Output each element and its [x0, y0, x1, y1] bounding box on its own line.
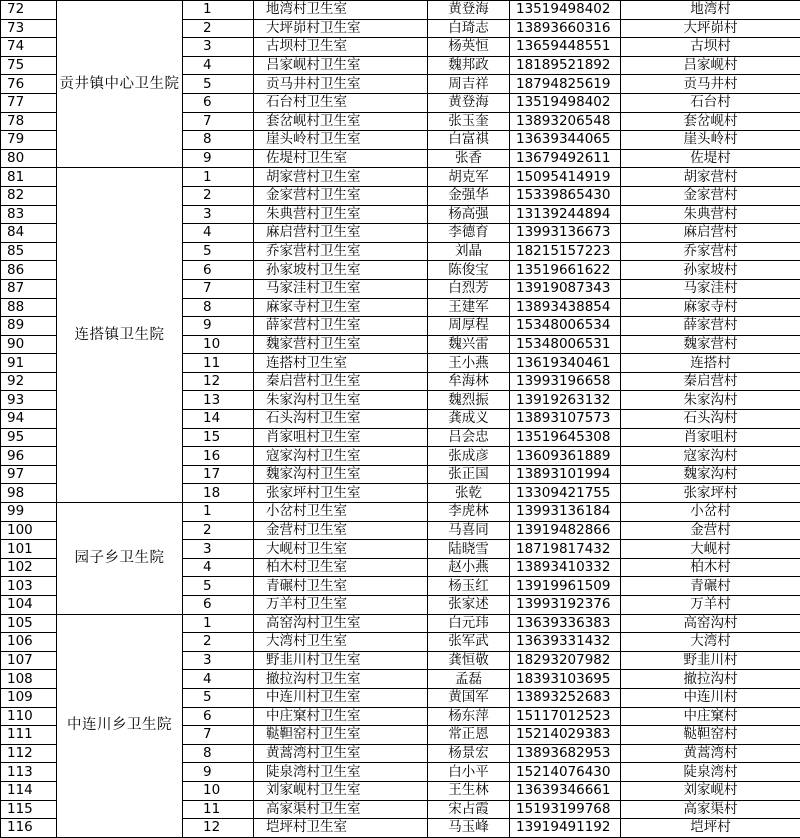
row-number-cell: 92	[1, 372, 57, 391]
row-number-cell: 109	[1, 688, 57, 707]
clinic-name-cell: 柏木村卫生室	[254, 558, 428, 577]
row-number-cell: 89	[1, 317, 57, 336]
row-number-cell: 79	[1, 131, 57, 150]
row-number-cell: 115	[1, 800, 57, 819]
clinic-name-cell: 鞑靼窑村卫生室	[254, 726, 428, 745]
doctor-name-cell: 马喜同	[428, 521, 510, 540]
sub-index-cell: 4	[183, 56, 254, 75]
clinic-name-cell: 青碾村卫生室	[254, 577, 428, 596]
clinic-name-cell: 套岔岘村卫生室	[254, 112, 428, 131]
clinic-name-cell: 石台村卫生室	[254, 93, 428, 112]
phone-cell: 15193199768	[510, 800, 621, 819]
clinic-name-cell: 地湾村卫生室	[254, 1, 428, 20]
sub-index-cell: 7	[183, 279, 254, 298]
village-cell: 中连川村	[621, 688, 800, 707]
row-number-cell: 76	[1, 75, 57, 94]
sub-index-cell: 11	[183, 800, 254, 819]
sub-index-cell: 1	[183, 614, 254, 633]
village-cell: 金家营村	[621, 186, 800, 205]
doctor-name-cell: 黄登海	[428, 93, 510, 112]
phone-cell: 15348006531	[510, 335, 621, 354]
doctor-name-cell: 杨东萍	[428, 707, 510, 726]
phone-cell: 15095414919	[510, 168, 621, 187]
doctor-name-cell: 吕会忠	[428, 428, 510, 447]
sub-index-cell: 1	[183, 503, 254, 522]
row-number-cell: 101	[1, 540, 57, 559]
phone-cell: 13893410332	[510, 558, 621, 577]
clinic-name-cell: 马家洼村卫生室	[254, 279, 428, 298]
row-number-cell: 74	[1, 38, 57, 57]
phone-cell: 13893252683	[510, 688, 621, 707]
clinic-name-cell: 撤拉沟村卫生室	[254, 670, 428, 689]
phone-cell: 13893107573	[510, 410, 621, 429]
doctor-name-cell: 魏邦政	[428, 56, 510, 75]
sub-index-cell: 9	[183, 763, 254, 782]
clinic-name-cell: 魏家营村卫生室	[254, 335, 428, 354]
row-number-cell: 105	[1, 614, 57, 633]
phone-cell: 13679492611	[510, 149, 621, 168]
row-number-cell: 91	[1, 354, 57, 373]
phone-cell: 13993136184	[510, 503, 621, 522]
village-cell: 大坪峁村	[621, 19, 800, 38]
phone-cell: 13519498402	[510, 93, 621, 112]
phone-cell: 13639346661	[510, 781, 621, 800]
sub-index-cell: 4	[183, 670, 254, 689]
clinic-name-cell: 肖家咀村卫生室	[254, 428, 428, 447]
row-number-cell: 86	[1, 261, 57, 280]
sub-index-cell: 3	[183, 540, 254, 559]
health-center-cell: 连搭镇卫生院	[57, 168, 183, 503]
doctor-name-cell: 李德育	[428, 224, 510, 243]
clinic-name-cell: 中连川村卫生室	[254, 688, 428, 707]
clinic-name-cell: 连搭村卫生室	[254, 354, 428, 373]
village-cell: 贡马井村	[621, 75, 800, 94]
doctor-name-cell: 孟磊	[428, 670, 510, 689]
row-number-cell: 83	[1, 205, 57, 224]
village-cell: 石台村	[621, 93, 800, 112]
row-number-cell: 88	[1, 298, 57, 317]
doctor-name-cell: 赵小燕	[428, 558, 510, 577]
clinic-name-cell: 大湾村卫生室	[254, 633, 428, 652]
phone-cell: 18794825619	[510, 75, 621, 94]
doctor-name-cell: 马玉峰	[428, 819, 510, 838]
clinic-name-cell: 佐堤村卫生室	[254, 149, 428, 168]
row-number-cell: 80	[1, 149, 57, 168]
village-cell: 柏木村	[621, 558, 800, 577]
row-number-cell: 98	[1, 484, 57, 503]
sub-index-cell: 17	[183, 465, 254, 484]
sub-index-cell: 2	[183, 521, 254, 540]
sub-index-cell: 3	[183, 651, 254, 670]
health-center-cell: 中连川乡卫生院	[57, 614, 183, 837]
doctor-name-cell: 杨英恒	[428, 38, 510, 57]
village-cell: 魏家营村	[621, 335, 800, 354]
doctor-name-cell: 张成彦	[428, 447, 510, 466]
sub-index-cell: 9	[183, 317, 254, 336]
doctor-name-cell: 陆晓雪	[428, 540, 510, 559]
phone-cell: 13993196658	[510, 372, 621, 391]
phone-cell: 13659448551	[510, 38, 621, 57]
phone-cell: 18215157223	[510, 242, 621, 261]
village-cell: 连搭村	[621, 354, 800, 373]
doctor-name-cell: 白琦志	[428, 19, 510, 38]
sub-index-cell: 18	[183, 484, 254, 503]
row-number-cell: 107	[1, 651, 57, 670]
phone-cell: 15339865430	[510, 186, 621, 205]
clinic-name-cell: 寇家沟村卫生室	[254, 447, 428, 466]
table-body	[1, 1, 800, 838]
phone-cell: 18393103695	[510, 670, 621, 689]
row-number-cell: 99	[1, 503, 57, 522]
phone-cell: 15117012523	[510, 707, 621, 726]
doctor-name-cell: 黄国军	[428, 688, 510, 707]
health-center-cell: 贡井镇中心卫生院	[57, 1, 183, 168]
clinic-name-cell: 秦启营村卫生室	[254, 372, 428, 391]
sub-index-cell: 1	[183, 168, 254, 187]
doctor-name-cell: 张军武	[428, 633, 510, 652]
clinic-name-cell: 金家营村卫生室	[254, 186, 428, 205]
sub-index-cell: 15	[183, 428, 254, 447]
village-cell: 中庄窠村	[621, 707, 800, 726]
sub-index-cell: 6	[183, 596, 254, 615]
clinic-name-cell: 麻家寺村卫生室	[254, 298, 428, 317]
row-number-cell: 85	[1, 242, 57, 261]
sub-index-cell: 4	[183, 558, 254, 577]
sub-index-cell: 11	[183, 354, 254, 373]
phone-cell: 13309421755	[510, 484, 621, 503]
sub-index-cell: 7	[183, 726, 254, 745]
row-number-cell: 95	[1, 428, 57, 447]
sub-index-cell: 6	[183, 261, 254, 280]
doctor-name-cell: 张香	[428, 149, 510, 168]
row-number-cell: 113	[1, 763, 57, 782]
doctor-name-cell: 牟海林	[428, 372, 510, 391]
phone-cell: 13893101994	[510, 465, 621, 484]
sub-index-cell: 8	[183, 298, 254, 317]
row-number-cell: 90	[1, 335, 57, 354]
village-cell: 金营村	[621, 521, 800, 540]
village-cell: 高窑沟村	[621, 614, 800, 633]
row-number-cell: 84	[1, 224, 57, 243]
village-cell: 野韭川村	[621, 651, 800, 670]
row-number-cell: 112	[1, 744, 57, 763]
clinic-name-cell: 高家渠村卫生室	[254, 800, 428, 819]
row-number-cell: 82	[1, 186, 57, 205]
village-cell: 秦启营村	[621, 372, 800, 391]
village-cell: 黄蒿湾村	[621, 744, 800, 763]
doctor-name-cell: 张玉奎	[428, 112, 510, 131]
village-cell: 鞑靼窑村	[621, 726, 800, 745]
village-cell: 胡家营村	[621, 168, 800, 187]
village-cell: 大岘村	[621, 540, 800, 559]
sub-index-cell: 4	[183, 224, 254, 243]
row-number-cell: 93	[1, 391, 57, 410]
doctor-name-cell: 金强华	[428, 186, 510, 205]
village-cell: 张家坪村	[621, 484, 800, 503]
doctor-name-cell: 白烈芳	[428, 279, 510, 298]
village-cell: 地湾村	[621, 1, 800, 20]
row-number-cell: 73	[1, 19, 57, 38]
row-number-cell: 104	[1, 596, 57, 615]
doctor-name-cell: 宋占霞	[428, 800, 510, 819]
sub-index-cell: 12	[183, 819, 254, 838]
sub-index-cell: 8	[183, 131, 254, 150]
row-number-cell: 94	[1, 410, 57, 429]
doctor-name-cell: 刘晶	[428, 242, 510, 261]
village-cell: 小岔村	[621, 503, 800, 522]
sub-index-cell: 8	[183, 744, 254, 763]
clinic-name-cell: 胡家营村卫生室	[254, 168, 428, 187]
row-number-cell: 106	[1, 633, 57, 652]
doctor-name-cell: 王生林	[428, 781, 510, 800]
doctor-name-cell: 张乾	[428, 484, 510, 503]
doctor-name-cell: 张家述	[428, 596, 510, 615]
phone-cell: 13893206548	[510, 112, 621, 131]
clinic-name-cell: 高窑沟村卫生室	[254, 614, 428, 633]
clinic-name-cell: 孙家坡村卫生室	[254, 261, 428, 280]
village-cell: 朱家沟村	[621, 391, 800, 410]
sub-index-cell: 1	[183, 1, 254, 20]
sub-index-cell: 10	[183, 335, 254, 354]
village-cell: 石头沟村	[621, 410, 800, 429]
phone-cell: 15348006534	[510, 317, 621, 336]
clinic-name-cell: 石头沟村卫生室	[254, 410, 428, 429]
village-cell: 马家洼村	[621, 279, 800, 298]
phone-cell: 13519645308	[510, 428, 621, 447]
clinic-name-cell: 陡泉湾村卫生室	[254, 763, 428, 782]
row-number-cell: 102	[1, 558, 57, 577]
village-cell: 薛家营村	[621, 317, 800, 336]
doctor-name-cell: 白小平	[428, 763, 510, 782]
clinic-name-cell: 金营村卫生室	[254, 521, 428, 540]
clinic-name-cell: 麻启营村卫生室	[254, 224, 428, 243]
sub-index-cell: 10	[183, 781, 254, 800]
clinic-name-cell: 万羊村卫生室	[254, 596, 428, 615]
sub-index-cell: 5	[183, 242, 254, 261]
doctor-name-cell: 王建军	[428, 298, 510, 317]
sub-index-cell: 2	[183, 633, 254, 652]
health-center-cell: 园子乡卫生院	[57, 503, 183, 615]
row-number-cell: 81	[1, 168, 57, 187]
phone-cell: 18719817432	[510, 540, 621, 559]
village-cell: 陡泉湾村	[621, 763, 800, 782]
phone-cell: 13639344065	[510, 131, 621, 150]
phone-cell: 13519661622	[510, 261, 621, 280]
doctor-name-cell: 陈俊宝	[428, 261, 510, 280]
row-number-cell: 108	[1, 670, 57, 689]
clinic-name-cell: 黄蒿湾村卫生室	[254, 744, 428, 763]
phone-cell: 13619340461	[510, 354, 621, 373]
doctor-name-cell: 杨玉红	[428, 577, 510, 596]
row-number-cell: 100	[1, 521, 57, 540]
village-cell: 垲坪村	[621, 819, 800, 838]
phone-cell: 13919482866	[510, 521, 621, 540]
sub-index-cell: 5	[183, 577, 254, 596]
doctor-name-cell: 王小燕	[428, 354, 510, 373]
phone-cell: 13639336383	[510, 614, 621, 633]
doctor-name-cell: 魏兴雷	[428, 335, 510, 354]
clinic-name-cell: 中庄窠村卫生室	[254, 707, 428, 726]
clinic-name-cell: 大岘村卫生室	[254, 540, 428, 559]
clinic-name-cell: 崖头岭村卫生室	[254, 131, 428, 150]
phone-cell: 18293207982	[510, 651, 621, 670]
sub-index-cell: 14	[183, 410, 254, 429]
doctor-name-cell: 胡克军	[428, 168, 510, 187]
clinic-name-cell: 贡马井村卫生室	[254, 75, 428, 94]
phone-cell: 13139244894	[510, 205, 621, 224]
row-number-cell: 72	[1, 1, 57, 20]
clinic-name-cell: 小岔村卫生室	[254, 503, 428, 522]
village-cell: 寇家沟村	[621, 447, 800, 466]
village-cell: 撤拉沟村	[621, 670, 800, 689]
village-cell: 刘家岘村	[621, 781, 800, 800]
sub-index-cell: 5	[183, 75, 254, 94]
doctor-name-cell: 黄登海	[428, 1, 510, 20]
phone-cell: 13919263132	[510, 391, 621, 410]
table-row	[1, 614, 800, 633]
sub-index-cell: 6	[183, 93, 254, 112]
clinic-name-cell: 朱家沟村卫生室	[254, 391, 428, 410]
table-row	[1, 1, 800, 20]
village-cell: 万羊村	[621, 596, 800, 615]
clinic-name-cell: 垲坪村卫生室	[254, 819, 428, 838]
sub-index-cell: 7	[183, 112, 254, 131]
row-number-cell: 114	[1, 781, 57, 800]
village-cell: 孙家坡村	[621, 261, 800, 280]
phone-cell: 13639331432	[510, 633, 621, 652]
doctor-name-cell: 周吉祥	[428, 75, 510, 94]
row-number-cell: 116	[1, 819, 57, 838]
sub-index-cell: 2	[183, 186, 254, 205]
sub-index-cell: 13	[183, 391, 254, 410]
row-number-cell: 111	[1, 726, 57, 745]
clinic-name-cell: 野韭川村卫生室	[254, 651, 428, 670]
phone-cell: 13609361889	[510, 447, 621, 466]
phone-cell: 18189521892	[510, 56, 621, 75]
doctor-name-cell: 杨景宏	[428, 744, 510, 763]
row-number-cell: 103	[1, 577, 57, 596]
doctor-name-cell: 周厚程	[428, 317, 510, 336]
sub-index-cell: 6	[183, 707, 254, 726]
clinic-name-cell: 魏家沟村卫生室	[254, 465, 428, 484]
village-cell: 高家渠村	[621, 800, 800, 819]
village-cell: 崖头岭村	[621, 131, 800, 150]
sub-index-cell: 16	[183, 447, 254, 466]
doctor-name-cell: 常正恩	[428, 726, 510, 745]
sub-index-cell: 3	[183, 38, 254, 57]
doctor-name-cell: 张正国	[428, 465, 510, 484]
village-cell: 麻启营村	[621, 224, 800, 243]
clinic-name-cell: 吕家岘村卫生室	[254, 56, 428, 75]
phone-cell: 13919491192	[510, 819, 621, 838]
clinic-name-cell: 古坝村卫生室	[254, 38, 428, 57]
clinic-name-cell: 薛家营村卫生室	[254, 317, 428, 336]
sub-index-cell: 9	[183, 149, 254, 168]
village-cell: 肖家咀村	[621, 428, 800, 447]
village-cell: 吕家岘村	[621, 56, 800, 75]
clinic-name-cell: 刘家岘村卫生室	[254, 781, 428, 800]
row-number-cell: 97	[1, 465, 57, 484]
phone-cell: 13893438854	[510, 298, 621, 317]
clinic-name-cell: 大坪峁村卫生室	[254, 19, 428, 38]
village-cell: 魏家沟村	[621, 465, 800, 484]
doctor-name-cell: 龚成义	[428, 410, 510, 429]
village-cell: 套岔岘村	[621, 112, 800, 131]
phone-cell: 13919961509	[510, 577, 621, 596]
phone-cell: 15214076430	[510, 763, 621, 782]
doctor-name-cell: 杨高强	[428, 205, 510, 224]
phone-cell: 13993136673	[510, 224, 621, 243]
clinic-name-cell: 朱典营村卫生室	[254, 205, 428, 224]
sub-index-cell: 3	[183, 205, 254, 224]
row-number-cell: 87	[1, 279, 57, 298]
table-row	[1, 168, 800, 187]
village-cell: 朱典营村	[621, 205, 800, 224]
row-number-cell: 96	[1, 447, 57, 466]
village-cell: 古坝村	[621, 38, 800, 57]
phone-cell: 13993192376	[510, 596, 621, 615]
sub-index-cell: 2	[183, 19, 254, 38]
sub-index-cell: 12	[183, 372, 254, 391]
row-number-cell: 77	[1, 93, 57, 112]
clinic-name-cell: 张家坪村卫生室	[254, 484, 428, 503]
row-number-cell: 110	[1, 707, 57, 726]
doctor-name-cell: 李虎林	[428, 503, 510, 522]
doctor-name-cell: 魏烈振	[428, 391, 510, 410]
doctor-name-cell: 龚恒敬	[428, 651, 510, 670]
village-cell: 乔家营村	[621, 242, 800, 261]
doctor-name-cell: 白富祺	[428, 131, 510, 150]
phone-cell: 13519498402	[510, 1, 621, 20]
phone-cell: 13893682953	[510, 744, 621, 763]
row-number-cell: 78	[1, 112, 57, 131]
row-number-cell: 75	[1, 56, 57, 75]
phone-cell: 13893660316	[510, 19, 621, 38]
doctor-name-cell: 白元玮	[428, 614, 510, 633]
sub-index-cell: 5	[183, 688, 254, 707]
village-cell: 青碾村	[621, 577, 800, 596]
clinic-name-cell: 乔家营村卫生室	[254, 242, 428, 261]
village-cell: 大湾村	[621, 633, 800, 652]
table-row	[1, 503, 800, 522]
village-cell: 佐堤村	[621, 149, 800, 168]
village-cell: 麻家寺村	[621, 298, 800, 317]
phone-cell: 13919087343	[510, 279, 621, 298]
phone-cell: 15214029383	[510, 726, 621, 745]
